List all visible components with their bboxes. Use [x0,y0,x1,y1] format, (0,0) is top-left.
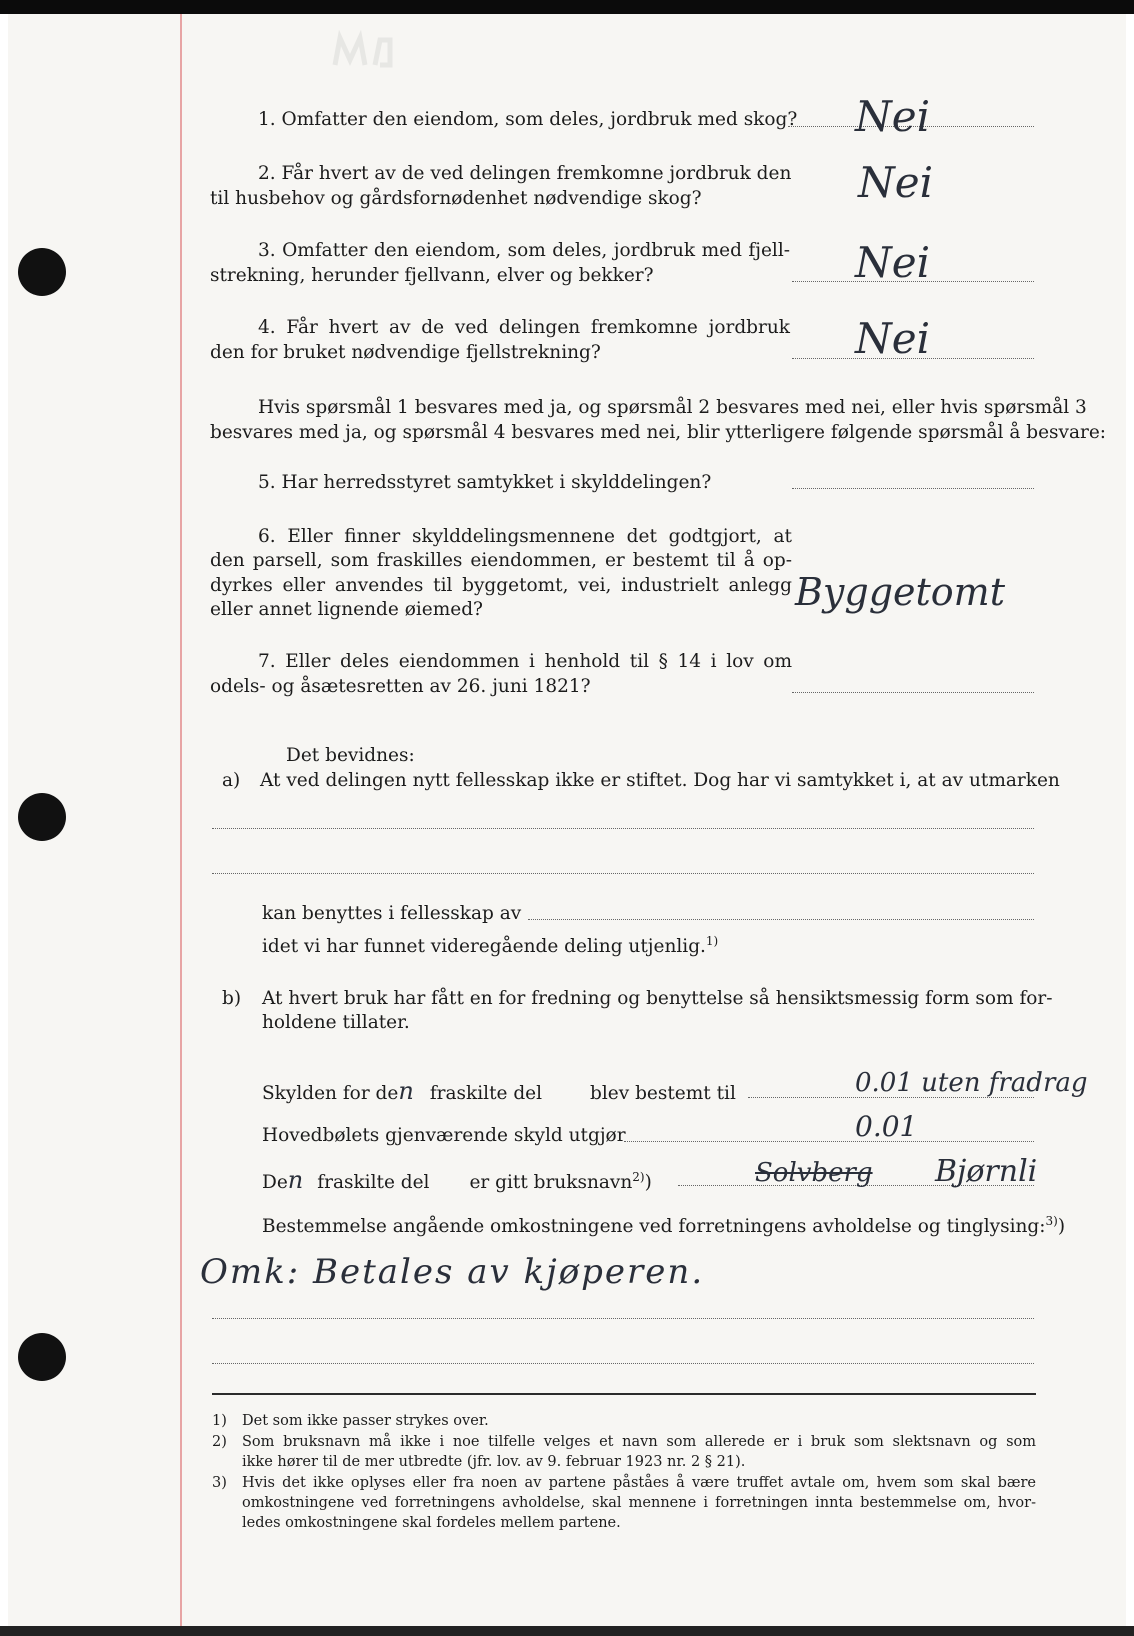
bruksnavn-label-mid: fraskilte del [317,1172,430,1193]
question-7-answer-line [792,692,1034,693]
faint-stamp-mark [330,30,410,70]
footnote-2-line2: ikke hører til de mer utbredte (jfr. lov. av 9. februar 1923 nr. 2 § 21). [242,1454,746,1470]
bestemmelse-value: Omk: Betales av kjøperen. [200,1252,705,1292]
footnote-3-line2: omkostningene ved forretningens avholdelse, skal mennene i forretningen innta bestemmelse om, hvor- [242,1495,1036,1511]
question-2-text-line1: 2. Får hvert av de ved delingen fremkomne jordbruk den [258,163,792,184]
question-3-text-line2: strekning, herunder fjellvann, elver og bekker? [210,265,654,286]
scan-top-edge [0,0,1134,14]
attest-a-blank-line-2 [212,873,1034,874]
question-5-answer-line [792,488,1034,489]
footnote-ref-2: 2) [632,1169,645,1184]
footnote-3-line3: ledes omkostningene skal fordeles mellem partene. [242,1515,621,1531]
punch-hole-top [18,248,66,296]
attest-a-text: At ved delingen nytt fellesskap ikke er stiftet. Dog har vi samtykket i, at av utmarken [260,770,1060,791]
attest-heading: Det bevidnes: [286,745,415,766]
hoved-value: 0.01 [855,1110,918,1143]
question-4-text-line1: 4. Får hvert av de ved delingen fremkomne jordbruk [258,317,790,338]
scan-bottom-edge [0,1626,1134,1636]
punch-hole-middle [18,793,66,841]
footnote-ref-1: 1) [705,933,719,948]
bestemmelse-blank-line-2 [212,1363,1034,1364]
footnote-2-line1: Som bruksnavn må ikke i noe tilfelle velges et navn som allerede er i bruk som slektsnavn og som [242,1434,1036,1450]
question-1-text: 1. Omfatter den eiendom, som deles, jordbruk med skog? [258,109,798,130]
bruksnavn-label-post: er gitt bruksnavn [469,1172,633,1193]
attest-a-end-text: idet vi har funnet videregående deling utjenlig. [262,936,706,957]
attest-a-blank-line-1 [212,828,1034,829]
hoved-label: Hovedbølets gjenværende skyld utgjør [262,1125,626,1146]
question-6-text-line1: 6. Eller finner skylddelingsmennene det godtgjort, at [258,526,792,547]
question-6-text-line3: dyrkes eller anvendes til byggetomt, vei, industrielt anlegg [210,575,792,596]
attest-a-common-line [528,919,1034,920]
skyld-label-mid: fraskilte del [429,1083,543,1104]
attest-a-common-text: kan benyttes i fellesskap av [262,903,522,924]
footnote-separator [212,1393,1036,1395]
bruksnavn-crossed-out: Solvberg [755,1158,873,1188]
question-6-answer: Byggetomt [795,570,1005,614]
skyld-value: 0.01 uten fradrag [855,1068,1088,1098]
footnote-1-line1: Det som ikke passer strykes over. [242,1413,489,1429]
condition-line1: Hvis spørsmål 1 besvares med ja, og spørsmål 2 besvares med nei, eller hvis spørsmål 3 [258,397,1087,418]
question-4-text-line2: den for bruket nødvendige fjellstrekning? [210,342,601,363]
attest-a-label: a) [222,770,241,791]
question-6-text-line2: den parsell, som fraskilles eiendommen, er bestemt til å op- [210,550,792,571]
bruksnavn-label-pre: De [262,1172,288,1193]
question-3-text-line1: 3. Omfatter den eiendom, som deles, jordbruk med fjell- [258,240,790,261]
footnote-3-line1: Hvis det ikke oplyses eller fra noen av partene påståes å være truffet avtale om, hvem som skal bære [242,1475,1036,1491]
question-4-answer: Nei [855,314,931,363]
skyld-label-pre: Skylden for de [262,1083,399,1104]
question-3-answer: Nei [855,238,931,287]
question-7-text-line1: 7. Eller deles eiendommen i henhold til § 14 i lov om [258,651,792,672]
skyld-label-fill: n [398,1077,414,1105]
bestemmelse-blank-line-1 [212,1318,1034,1319]
margin-rule [180,14,182,1626]
skyld-label [262,1079,736,1106]
bestemmelse-label: Bestemmelse angående omkostningene ved forretningens avholdelse og tinglysing:$^{3)}$) [262,1213,1066,1237]
punch-hole-bottom [18,1333,66,1381]
hoved-value-line [624,1141,1034,1142]
question-7-text-line2: odels- og åsætesretten av 26. juni 1821? [210,676,591,697]
bruksnavn-label: Den fraskilte del er gitt bruksnavn$^{2)}$) [262,1166,652,1194]
condition-line2: besvares med ja, og spørsmål 4 besvares med nei, blir ytterligere følgende spørsmål å besvare: [210,422,1107,443]
bruksnavn-label-fill: n [287,1166,304,1194]
attest-a-end [262,935,718,959]
footnote-1-mark: 1) [212,1413,227,1429]
question-6-text-line4: eller annet lignende øiemed? [210,599,483,620]
bestemmelse-label-text: Bestemmelse angående omkostningene ved forretningens avholdelse og tinglysing: [262,1216,1046,1237]
question-2-text-line2: til husbehov og gårdsfornødenhet nødvendige skog? [210,188,702,209]
footnote-3-mark: 3) [212,1475,227,1491]
attest-b-line2: holdene tillater. [262,1012,410,1033]
question-1-answer: Nei [855,92,931,141]
question-5-text: 5. Har herredsstyret samtykket i skylddelingen? [258,472,712,493]
footnote-ref-3: 3) [1045,1213,1058,1228]
question-2-answer: Nei [858,158,934,207]
attest-b-line1: At hvert bruk har fått en for fredning og benyttelse så hensiktsmessig form som for- [262,988,1053,1009]
bruksnavn-value: Bjørnli [935,1154,1038,1189]
skyld-label-post: blev bestemt til [590,1083,736,1104]
footnote-2-mark: 2) [212,1434,227,1450]
attest-b-label: b) [222,988,242,1009]
